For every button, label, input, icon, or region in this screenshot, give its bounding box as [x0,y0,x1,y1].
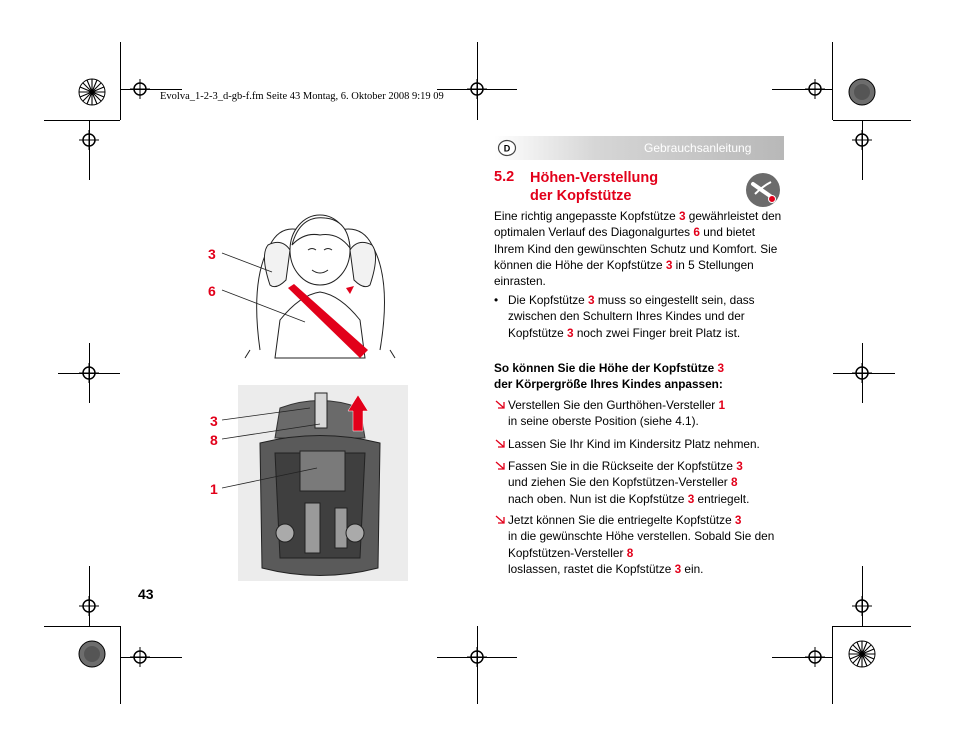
starburst-target-icon [848,640,876,668]
file-info-header: Evolva_1-2-3_d-gb-f.fm Seite 43 Montag, 6. Oktober 2008 9:19 09 [160,91,444,102]
text-run: der Körpergröße Ihres Kindes anpassen: [494,377,723,392]
text-run: in 5 Stellungen einrasten. [494,257,754,289]
registration-mark-icon [467,647,487,667]
ref-number: 3 [665,257,673,272]
registration-mark-icon [130,79,150,99]
ref-number: 3 [678,209,686,223]
step-arrow-icon [494,398,507,411]
registration-mark-icon [130,647,150,667]
registration-mark-icon [852,130,872,150]
crop-mark [120,626,121,704]
crop-mark [833,626,911,627]
registration-mark-icon [805,79,825,99]
registration-mark-icon [852,596,872,616]
ref-number: 8 [626,545,634,560]
step-text [508,512,784,577]
text-run: muss so eingestellt sein, dass zwischen den Schultern Ihres Kindes und der Kopfstütze [508,293,755,340]
crop-mark [89,120,90,180]
section-title [530,169,658,205]
crop-mark [832,626,833,704]
text-run: ein. [681,561,704,576]
ref-number: 3 [734,513,742,527]
starburst-target-icon [78,78,106,106]
gray-target-icon [848,78,876,106]
crop-mark [832,42,833,120]
callout-number: 3 [208,246,216,262]
bullet-text [508,292,784,341]
text-run: noch zwei Finger breit Platz ist. [573,325,741,340]
callout-number: 1 [210,481,218,497]
step-text [508,436,784,452]
seat-belt-topic-icon [745,172,781,208]
text-run: entriegelt. [694,491,750,506]
callout-number: 3 [210,413,218,429]
ref-number: 3 [567,325,574,340]
step-text [508,397,784,430]
ref-number: 3 [717,361,725,375]
callout-number: 8 [210,432,218,448]
crop-mark [833,120,911,121]
text-run: Fassen Sie in die Rückseite der Kopfstütze [508,459,737,473]
callout-leader-lines [220,250,320,330]
step-text [508,458,784,507]
text-run: gewährleistet den optimalen Verlauf des Diagonalgurtes [494,209,782,240]
ref-number: 1 [718,398,726,412]
step-arrow-icon [494,513,507,526]
registration-mark-icon [79,363,99,383]
badge-letter: D [503,143,511,154]
text-run: So können Sie die Höhe der Kopfstütze [494,361,718,375]
intro-paragraph [494,208,784,289]
crop-mark [120,42,121,120]
text-run: und ziehen Sie den Kopfstützen-Versteller [508,475,731,490]
registration-mark-icon [467,79,487,99]
section-title-line: der Kopfstütze [530,188,632,204]
ref-number: 3 [736,459,743,473]
text-run: Die Kopfstütze [508,293,588,307]
text-run: nach oben. Nun ist die Kopfstütze [508,491,688,506]
crop-mark [44,626,120,627]
ref-number: 3 [588,293,595,307]
text-run: Lassen Sie Ihr Kind im Kindersitz Platz nehmen. [508,437,760,451]
text-run: in seine oberste Position (siehe 4.1). [508,414,699,429]
text-run: loslassen, rastet die Kopfstütze [508,561,675,576]
text-run: Jetzt können Sie die entriegelte Kopfstütze [508,513,735,527]
section-number: 5.2 [494,169,515,185]
ref-number: 3 [687,491,695,506]
ref-number: 3 [674,561,682,576]
crop-mark [44,120,120,121]
registration-mark-icon [79,596,99,616]
callout-number: 6 [208,283,216,299]
text-run: Verstellen Sie den Gurthöhen-Versteller [508,398,719,412]
text-run: und bietet Ihrem Kind den gewünschten Schutz und Komfort. Sie können die Höhe der Kopfstütze [494,225,778,272]
registration-mark-icon [805,647,825,667]
page-number: 43 [138,586,154,602]
text-run: Eine richtig angepasste Kopfstütze [494,209,679,223]
language-badge-icon [497,139,517,157]
registration-mark-icon [79,130,99,150]
gray-target-icon [78,640,106,668]
registration-mark-icon [852,363,872,383]
text-run: in die gewünschte Höhe verstellen. Sobald Sie den Kopfstützen-Versteller [508,529,775,560]
banner-label: Gebrauchsanleitung [644,141,752,155]
callout-leader-lines [222,400,332,500]
ref-number: 6 [693,225,700,240]
bullet-dot: • [494,293,499,307]
section-title-line: Höhen-Verstellung [530,170,659,186]
ref-number: 8 [730,475,738,490]
crop-mark [862,120,863,180]
step-arrow-icon [494,459,507,472]
instructions-heading [494,360,784,393]
step-arrow-icon [494,437,507,450]
